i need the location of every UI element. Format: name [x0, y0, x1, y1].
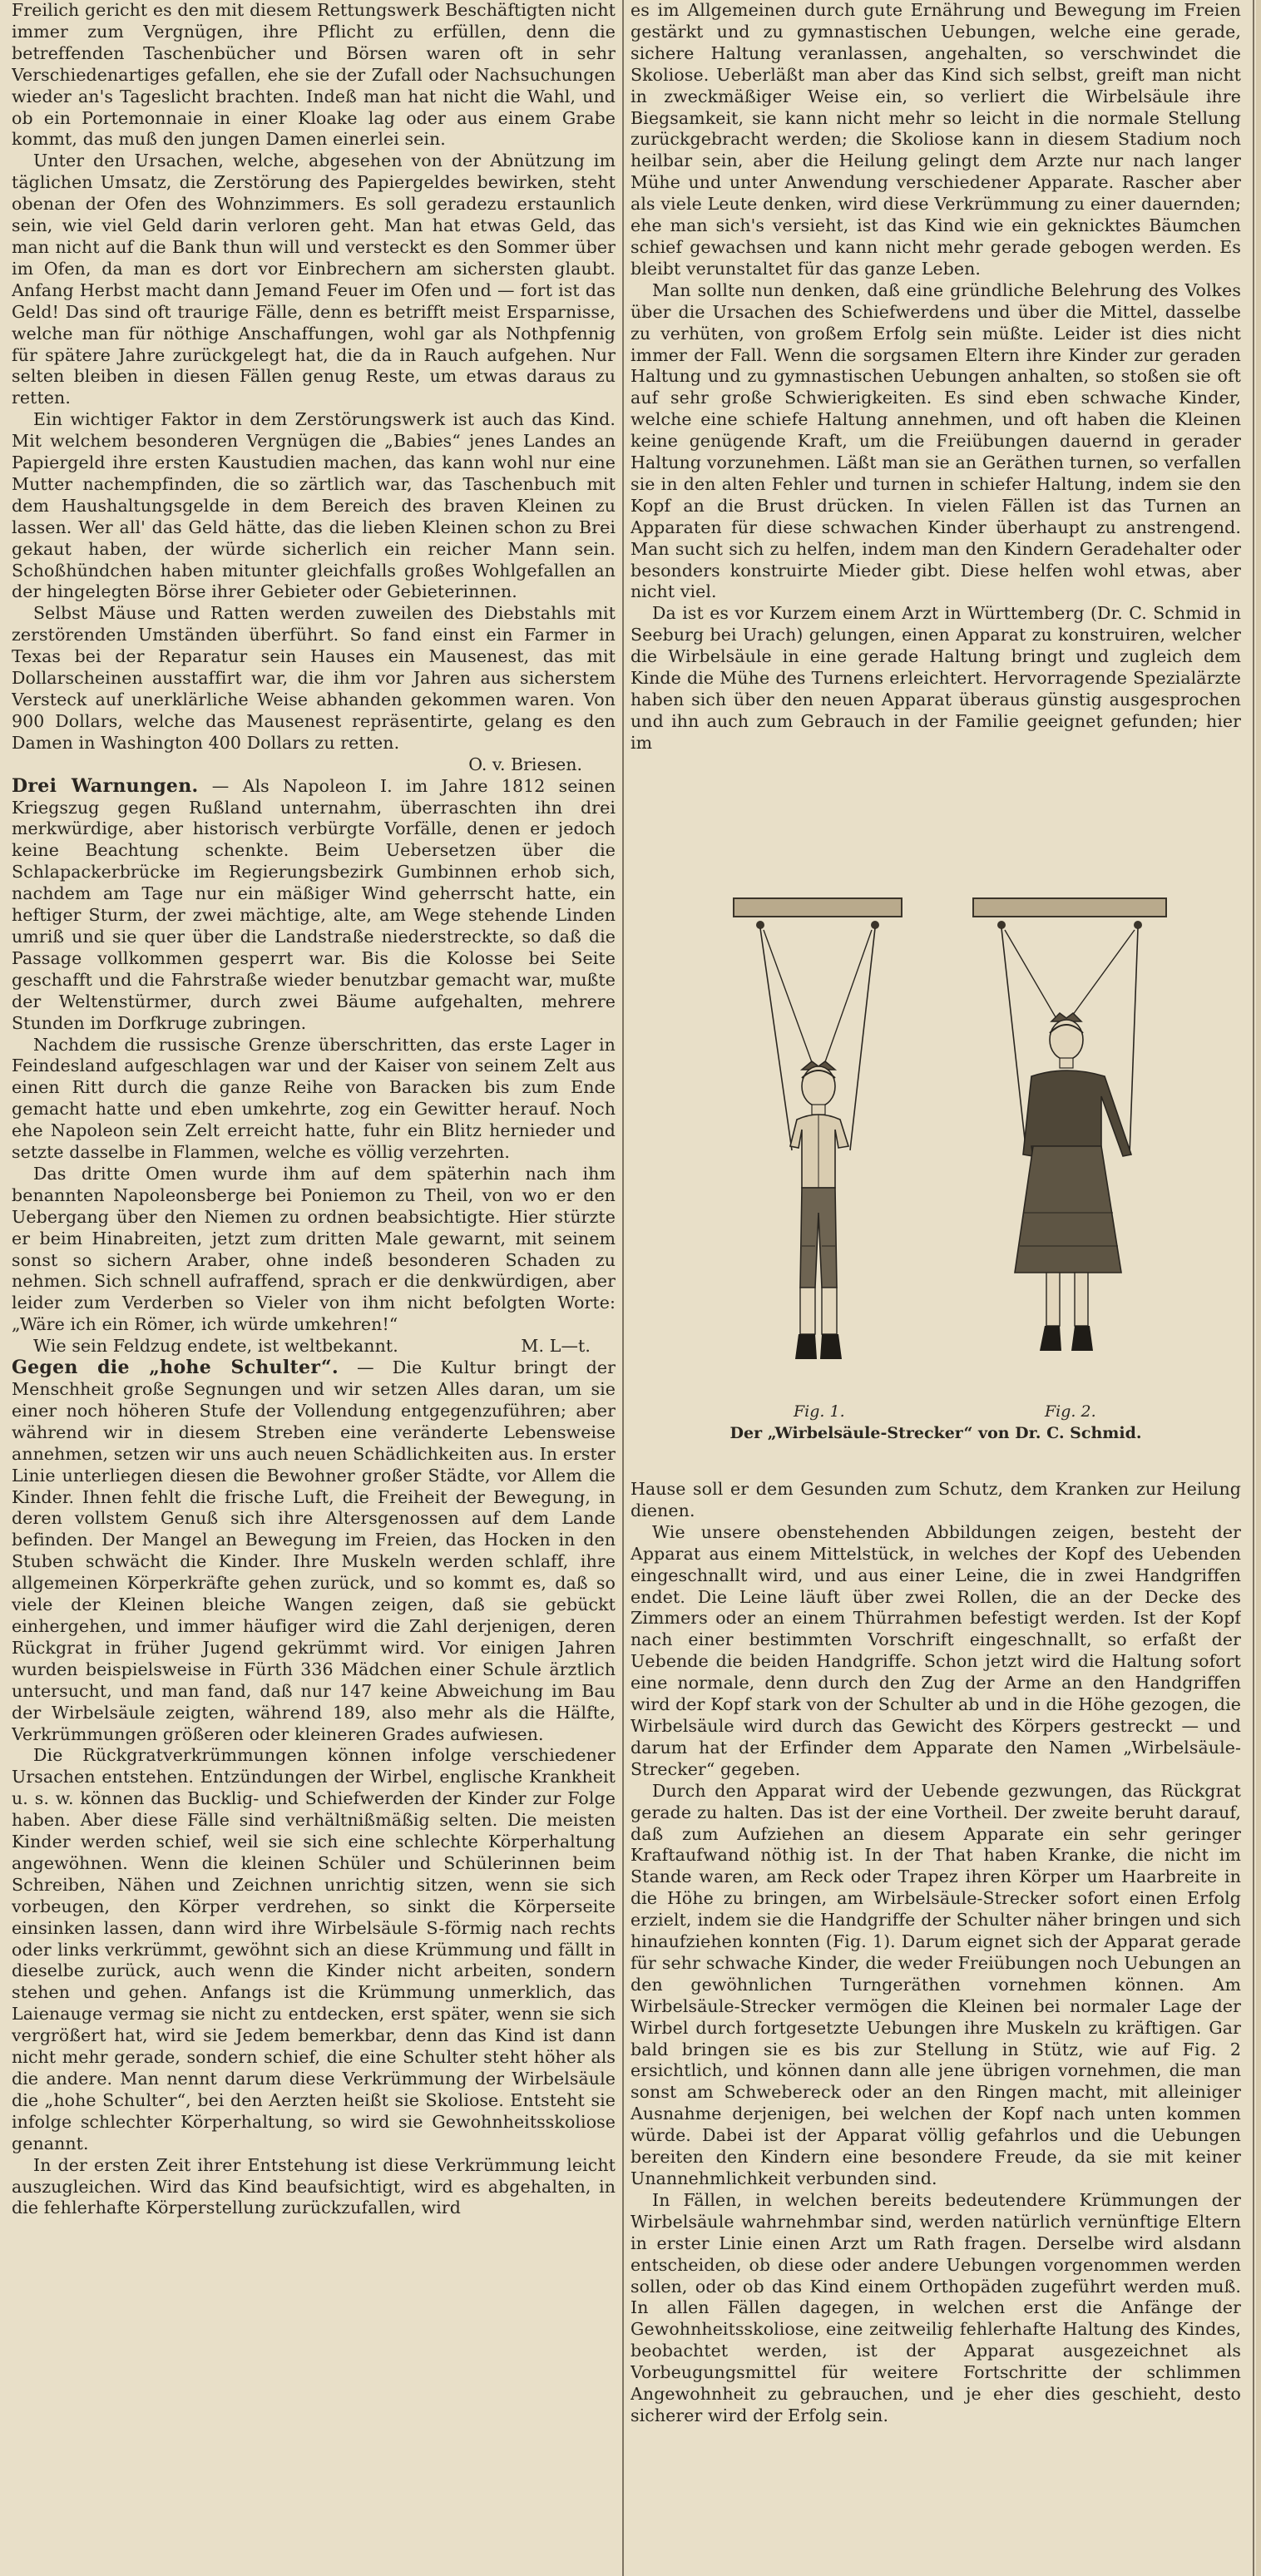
figure-caption: Der „Wirbelsäule-Strecker“ von Dr. C. Schmid.: [729, 1424, 1142, 1442]
paragraph: Ein wichtiger Faktor in dem Zerstörungswerk ist auch das Kind. Mit welchem besonderen Vergnügen die „Babies“ jenes Landes an Papiergeld ihre ersten Kaustudien machen, das kann wohl nur eine Mutter nachempfinden, die so zärtlich war, das Taschenbuch mit dem Haushaltungsgelde in dem Bereich des braven Kleinen zu lassen. Wer all' das Geld hätte, das die lieben Kleinen schon zu Brei gekaut haben, der würde sicherlich ein reicher Mann sein. Schoßhündchen haben mitunter gleichfalls großes Wohlgefallen an der hingelegten Börse ihrer Gebieter oder Gebieterinnen.: [12, 409, 616, 602]
left-column: [12, 0, 616, 2576]
paragraph: Selbst Mäuse und Ratten werden zuweilen des Diebstahls mit zerstörenden Umständen überführt. So fand einst ein Farmer in Texas bei der Reparatur sein Hauses ein Mausenest, das mit Dollarscheinen ausstaffirt war, die ihm vor Jahren aus sicherstem Versteck auf unerklärliche Weise abhanden gekommen waren. Von 900 Dollars, welche das Mausenest repräsentirte, gelang es den Damen in Washington 400 Dollars zu retten.: [12, 603, 616, 753]
figure-2-label: Fig. 2.: [1045, 1402, 1096, 1421]
paragraph: Wie unsere obenstehenden Abbildungen zeigen, besteht der Apparat aus einem Mittelstück, in welches der Kopf des Uebenden eingeschnallt wird, und aus einer Leine, die in zwei Handgriffen endet. Die Leine läuft über zwei Rollen, die an der Decke des Zimmers oder an einem Thürrahmen befestigt werden. Ist der Kopf nach einer bestimmten Vorschrift eingeschnallt, so erfaßt der Uebende die beiden Handgriffe. Schon jetzt wird die Haltung sofort eine normale, denn durch den Zug der Arme an den Handgriffen wird der Kopf stark von der Schulter ab und in die Höhe gezogen, die Wirbelsäule wird durch das Gewicht des Körpers gestreckt — und darum hat der Erfinder dem Apparate den Namen „Wirbelsäule-Strecker“ gegeben.: [630, 1521, 1241, 1779]
article-hohe-schulter: [12, 1357, 616, 1745]
paragraph: Durch den Apparat wird der Uebende gezwungen, das Rückgrat gerade zu halten. Das ist der eine Vortheil. Der zweite beruht darauf, daß zum Aufziehen an diesem Apparate ein sehr geringer Kraftaufwand nöthig ist. In der That haben Kranke, die nicht im Stande waren, am Reck oder Trapez ihren Körper um Haarbreite in die Höhe zu bringen, am Wirbelsäule-Strecker sofort einen Erfolg erzielt, indem sie die Handgriffe der Schulter näher bringen und sich hinaufziehen konnten (Fig. 1). Darum eignet sich der Apparat gerade für sehr schwache Kinder, die weder Freiübungen noch Uebungen an den gewöhnlichen Turngeräthen vornehmen können. Am Wirbelsäule-Strecker vermögen die Kleinen bei normaler Lage der Wirbel durch fortgesetzte Uebungen ihre Muskeln zu kräftigen. Gar bald bringen sie es bis zur Stellung in Stütz, wie auf Fig. 2 ersichtlich, und können dann alle jene übrigen vornehmen, die man sonst am Schwebereck oder an den Ringen macht, mit alleiniger Ausnahme derjenigen, bei welchen der Kopf nach unten kommen würde. Dabei ist der Apparat völlig gefahrlos und die Uebungen bereiten den Kindern eine besondere Freude, da sie mit keiner Unannehmlichkeit verbunden sind.: [630, 1780, 1241, 2188]
paragraph: Unter den Ursachen, welche, abgesehen von der Abnützung im täglichen Umsatz, die Zerstörung des Papiergeldes bewirken, steht obenan der Ofen des Wohnzimmers. Es soll geradezu erstaunlich sein, wie viel Geld darin verloren geht. Man hat etwas Geld, das man nicht auf die Bank thun will und versteckt es den Sommer über im Ofen, da man es dort vor Einbrechern am sichersten glaubt. Anfang Herbst macht dann Jemand Feuer im Ofen und — fort ist das Geld! Das sind oft traurige Fälle, denn es betrifft meist Ersparnisse, welche man für nöthige Anschaffungen, wohl gar als Nothpfennig für spätere Jahre zurückgelegt hat, die da in Rauch aufgehen. Nur selten bleiben in diesen Fällen genug Reste, um etwas daraus zu retten.: [12, 151, 616, 408]
right-column-top: [630, 0, 1241, 883]
column-divider: [622, 0, 624, 2576]
paragraph: Da ist es vor Kurzem einem Arzt in Württemberg (Dr. C. Schmid in Seeburg bei Urach) gelungen, einen Apparat zu konstruiren, welcher die Wirbelsäule in eine gerade Haltung bringt und zugleich dem Kinde die Mühe des Turnens erleichtert. Hervorragende Spezialärzte haben sich über den neuen Apparat überaus günstig ausgesprochen und ihn auch zum Gebrauch in der Familie geeignet gefunden; hier im: [630, 603, 1241, 753]
paragraph: Die Rückgratverkrümmungen können infolge verschiedener Ursachen entstehen. Entzündungen der Wirbel, englische Krankheit u. s. w. können das Bucklig- und Schiefwerden der Kinder zur Folge haben. Aber diese Fälle sind verhältnißmäßig selten. Die meisten Kinder werden schief, weil sie sich eine schlechte Körperhaltung angewöhnen. Wenn die kleinen Schüler und Schülerinnen beim Schreiben, Nähen und Zeichnen unrichtig sitzen, wenn sie sich vorbeugen, den Körper verdrehen, so sinkt die Körperseite einsinken lassen, dann wird ihre Wirbelsäule S-förmig nach rechts oder links verkrümmt, gewöhnt sich an diese Krümmung und fällt in dieselbe zurück, auch wenn die Kinder nicht arbeiten, sondern stehen und gehen. Anfangs ist die Krümmung unmerklich, das Laienauge vermag sie nicht zu entdecken, erst später, wenn sie sich vergrößert hat, wird sie Jedem bemerkbar, denn das Kind ist dann nicht mehr gerade, sondern schief, die eine Schulter steht höher als die andere. Man nennt darum diese Verkrümmung der Wirbelsäule die „hohe Schulter“, bei den Aerzten heißt sie Skoliose. Entsteht sie infolge schlechter Körperhaltung, so wird sie Gewohnheitsskoliose genannt.: [12, 1745, 616, 2153]
paragraph-text: — Als Napoleon I. im Jahre 1812 seinen Kriegszug gegen Rußland unternahm, überraschten ihn drei merkwürdige, aber historisch verbürgte Vorfälle, denen er jedoch keine Beachtung schenkte. Beim Uebersetzen über die Schlapackerbrücke im Regierungsbezirk Gumbinnen erhob sich, nachdem am Tage nur ein mäßiger Wind geherrscht hatte, ein heftiger Sturm, der zwei mächtige, alte, am Wege stehende Linden umriß und sie quer über die Landstraße niederstreckte, so daß die Passage vollkommen gesperrt war. Bis die Kolosse bei Seite geschafft und die Fahrstraße wieder benutzbar gemacht war, mußte der Weltenstürmer, durch zwei Bäume aufgehalten, mehrere Stunden im Dorfkruge zubringen.: [12, 775, 616, 1033]
paragraph-closing: [12, 1336, 616, 1357]
paragraph-text: Wie sein Feldzug endete, ist weltbekannt.: [33, 1336, 398, 1357]
article-heading: Gegen die „hohe Schulter“.: [12, 1357, 339, 1379]
paragraph: Man sollte nun denken, daß eine gründliche Belehrung des Volkes über die Ursachen des Schiefwerdens und über die Mittel, dasselbe zu verhüten, von großem Erfolg sein müßte. Leider ist dies nicht immer der Fall. Wenn die sorgsamen Eltern ihre Kinder zur geraden Haltung und zu gymnastischen Uebungen anhalten, so stoßen sie oft auf sehr große Schwierigkeiten. Es sind eben schwache Kinder, welche eine schiefe Haltung annehmen, und oft haben die Kleinen keine genügende Kraft, um die Freiübungen dauernd in gerader Haltung vorzunehmen. Läßt man sie an Geräthen turnen, so verfallen sie in den alten Fehler und turnen in schiefer Haltung, indem sie den Kopf an die Brust drücken. In vielen Fällen ist das Turnen an Apparaten für diese schwachen Kinder überhaupt zu anstrengend. Man sucht sich zu helfen, indem man den Kindern Geradehalter oder besonders konstruirte Mieder gibt. Diese helfen wohl etwas, aber nicht viel.: [630, 279, 1241, 602]
column-divider-right: [1253, 0, 1254, 2576]
author-signature: O. v. Briesen.: [468, 754, 582, 774]
figure-1-boy-illustration: [732, 897, 903, 1396]
figure-2-girl-illustration: [972, 897, 1168, 1396]
paragraph-text: — Die Kultur bringt der Menschheit große Segnungen und wir setzen Alles daran, um sie einer noch höheren Stufe der Vollendung entgegenzuführen; aber während wir in diesem Streben eine veränderte Lebensweise annehmen, setzen wir uns auch neuen Schädlichkeiten aus. In erster Linie unterliegen diesen die Bewohner großer Städte, vor Allem die Kinder. Ihnen fehlt die frische Luft, die Freiheit der Bewegung, in deren vollstem Genuß sich ihre Altersgenossen auf dem Lande befinden. Der Mangel an Bewegung im Freien, das Hocken in den Stuben schwächt die Kinder. Ihre Muskeln werden schlaff, ihre allgemeinen Körperkräfte gehen zurück, und so kommt es, daß so viele der Kleinen bleiche Wangen zeigen, daß sie gebückt einhergehen, und immer häufiger wird die Zahl derjenigen, deren Rückgrat in früher Jugend gekrümmt wird. Vor einigen Jahren wurden beispielsweise in Fürth 336 Mädchen einer Schule ärztlich untersucht, und man fand, daß nur 147 keine Abweichung im Bau der Wirbelsäule zeigten, während 189, also mehr als die Hälfte, Verkrümmungen größeren oder kleineren Grades aufwiesen.: [12, 1357, 616, 1744]
paragraph: In Fällen, in welchen bereits bedeutendere Krümmungen der Wirbelsäule wahrnehmbar sind, werden natürlich vernünftige Eltern in erster Linie einen Arzt um Rath fragen. Derselbe wird alsdann entscheiden, ob diese oder andere Uebungen vorgenommen werden sollen, oder ob das Kind einem Orthopäden zugeführt werden muß. In allen Fällen dagegen, in welchen erst die Anfänge der Gewohnheitsskoliose, eine zeitweilig fehlerhafte Haltung des Kindes, beobachtet werden, ist der Apparat ausgezeichnet als Vorbeugungsmittel für weitere Fortschritte der schlimmen Angewohnheit zu gebrauchen, und je eher dies geschieht, desto sicherer wird der Erfolg sein.: [630, 2189, 1241, 2425]
figure-1-label: Fig. 1.: [794, 1402, 845, 1421]
article-drei-warnungen: [12, 776, 616, 1035]
paragraph: In der ersten Zeit ihrer Entstehung ist diese Verkrümmung leicht auszugleichen. Wird das Kind beaufsichtigt, wird es abgehalten, in die fehlerhafte Körperstellung zurückzufallen, wird: [12, 2154, 616, 2218]
article-heading: Drei Warnungen.: [12, 774, 199, 797]
paragraph: Nachdem die russische Grenze überschritten, das erste Lager in Feindesland aufgeschlagen war und der Kaiser von seinem Zelt aus einen Ritt durch die ganze Reihe von Baracken bis zum Ende gemacht hatte und eben umkehrte, zog ein Gewitter herauf. Noch ehe Napoleon sein Zelt erreicht hatte, fuhr ein Blitz hernieder und setzte dasselbe in Flammen, welche es völlig verzehrten.: [12, 1034, 616, 1163]
paragraph: es im Allgemeinen durch gute Ernährung und Bewegung im Freien gestärkt und zu gymnastischen Uebungen, welche eine gerade, sichere Haltung veranlassen, angehalten, so verschwindet die Skoliose. Ueberläßt man aber das Kind sich selbst, greift man nicht in zweckmäßiger Weise ein, so verliert die Wirbelsäule ihre Biegsamkeit, sie kann nicht mehr so leicht in die normale Stellung zurückgebracht werden; die Skoliose kann in diesem Stadium noch heilbar sein, aber die Heilung gelingt dem Arzte nur nach langer Mühe und unter Anwendung verschiedener Apparate. Rascher aber als viele Leute denken, wird diese Verkrümmung zu einer dauernden; ehe man sich's versieht, ist das Kind wie ein geknicktes Bäumchen schief gewachsen und kann nicht mehr gerade gebogen werden. Es bleibt verunstaltet für das ganze Leben.: [630, 0, 1241, 279]
paragraph: Hause soll er dem Gesunden zum Schutz, dem Kranken zur Heilung dienen.: [630, 1479, 1241, 1520]
figure-wirbelsaeule-strecker: [630, 883, 1241, 1479]
page-edge: [1256, 0, 1261, 2576]
right-column-bottom: [630, 1479, 1241, 2576]
paragraph: Freilich gericht es den mit diesem Rettungswerk Beschäftigten nicht immer zum Vergnügen, ihre Pflicht zu erfüllen, denn die betreffenden Taschenbücher und Börsen waren oft in sehr Verschiedenartiges gefallen, ehe sie der Zufall oder Nachsuchungen wieder an's Tageslicht brachten. Indeß man hat nicht die Wahl, und ob ein Portemonnaie in einer Kloake lag oder aus einem Grabe kommt, das muß den jungen Damen einerlei sein.: [12, 0, 616, 150]
author-signature: M. L—t.: [521, 1336, 591, 1357]
paragraph: Das dritte Omen wurde ihm auf dem späterhin nach ihm benannten Napoleonsberge bei Poniemon zu Theil, von wo er den Uebergang über den Niemen zu ordnen beabsichtigte. Hier stürzte er beim Hinabreiten, jetzt zum dritten Male gewarnt, mit seinem sonst so sichern Araber, ohne indeß besonderen Schaden zu nehmen. Sich schnell aufraffend, sprach er die denkwürdigen, aber leider zum Verderben so Vieler von ihm nicht befolgten Worte: „Wäre ich ein Römer, ich würde umkehren!“: [12, 1163, 616, 1335]
